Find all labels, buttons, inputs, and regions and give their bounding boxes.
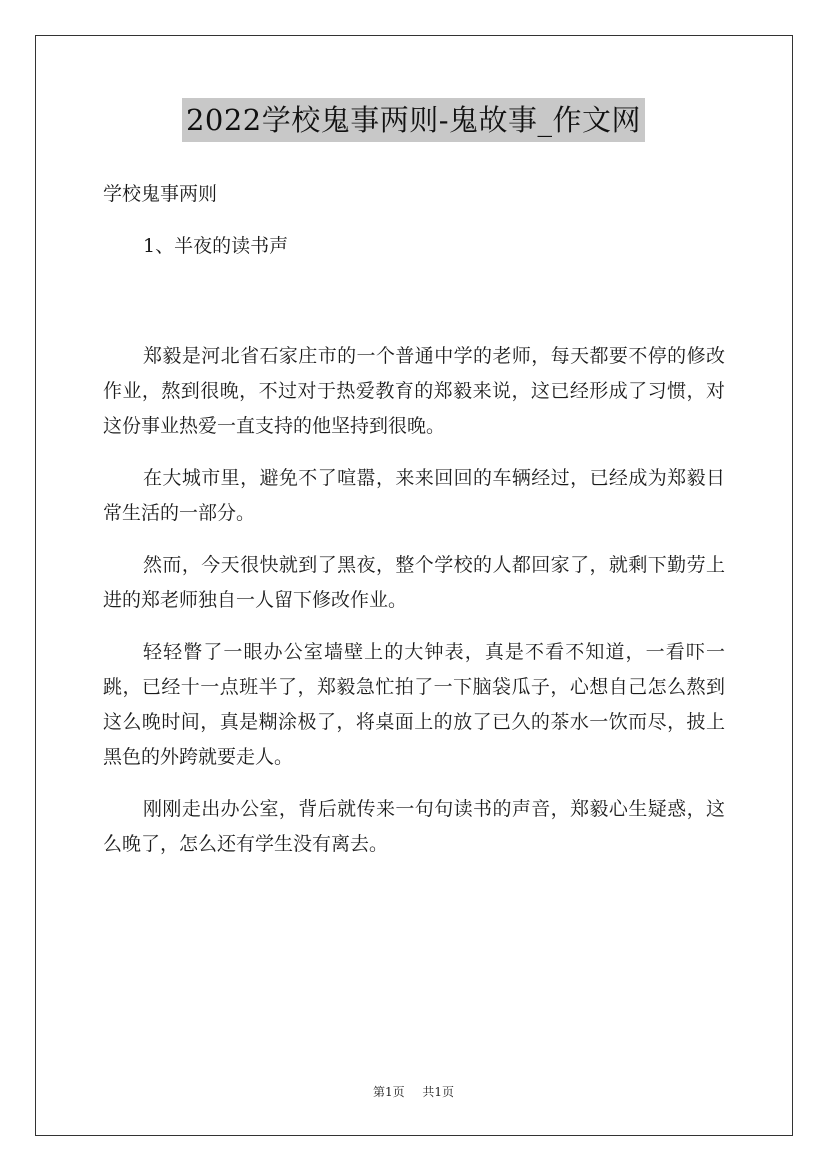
page-total: 共1页 [422, 1085, 455, 1099]
body-text [103, 339, 725, 879]
section-heading: 学校鬼事两则 [103, 183, 218, 205]
document-title: 2022学校鬼事两则-鬼故事_作文网 [182, 98, 645, 142]
paragraph: 刚刚走出办公室，背后就传来一句句读书的声音，郑毅心生疑惑，这么晚了，怎么还有学生没有离去。 [103, 798, 725, 855]
sub-heading: 1、半夜的读书声 [143, 235, 289, 257]
paragraph: 郑毅是河北省石家庄市的一个普通中学的老师，每天都要不停的修改作业，熬到很晚，不过对于热爱教育的郑毅来说，这已经形成了习惯，对这份事业热爱一直支持的他坚持到很晚。 [103, 345, 725, 437]
page-number: 第1页 [372, 1085, 405, 1099]
title-container [0, 98, 827, 142]
paragraph: 然而，今天很快就到了黑夜，整个学校的人都回家了，就剩下勤劳上进的郑老师独自一人留下修改作业。 [103, 554, 725, 611]
paragraph: 在大城市里，避免不了喧嚣，来来回回的车辆经过，已经成为郑毅日常生活的一部分。 [103, 467, 725, 524]
page-footer [0, 1083, 827, 1101]
paragraph: 轻轻瞥了一眼办公室墙壁上的大钟表，真是不看不知道，一看吓一跳，已经十一点班半了，郑毅急忙拍了一下脑袋瓜子，心想自己怎么熬到这么晚时间，真是糊涂极了，将桌面上的放了已久的茶水一饮而尽，披上黑色的外跨就要走人。 [103, 641, 725, 768]
